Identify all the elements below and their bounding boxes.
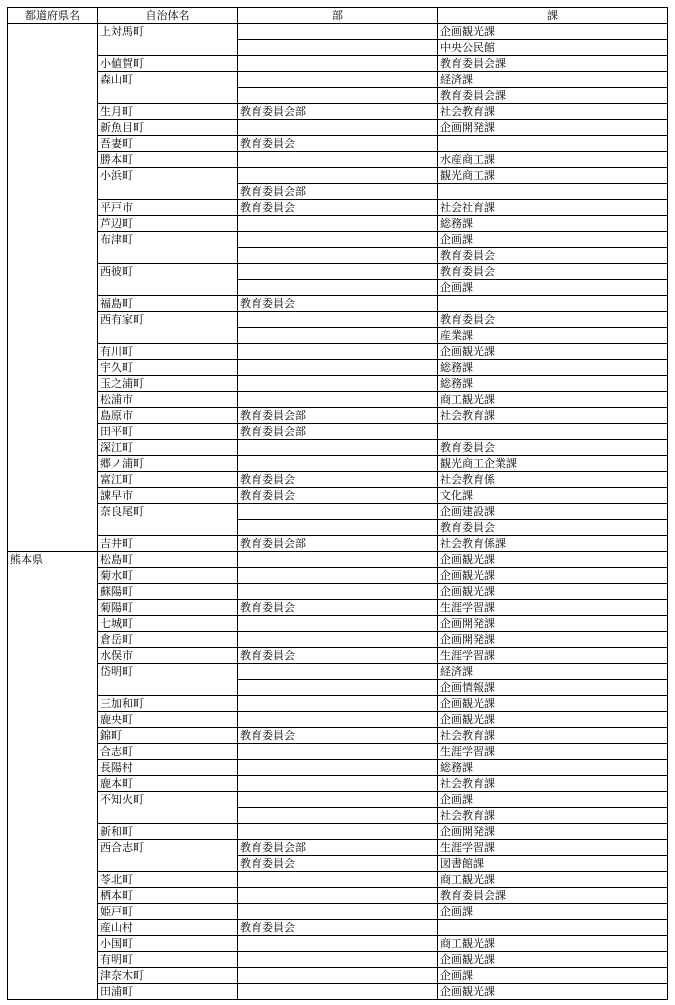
table-row xyxy=(8,136,668,152)
table-row xyxy=(8,152,668,168)
table-row xyxy=(8,904,668,920)
section-cell: 水産商工課 xyxy=(438,152,668,168)
section-cell: 社会教育課 xyxy=(438,104,668,120)
department-cell xyxy=(238,808,438,824)
municipality-cell: 平戸市 xyxy=(98,200,238,216)
table-row xyxy=(8,568,668,584)
municipality-cell: 水俣市 xyxy=(98,648,238,664)
municipality-cell: 勝本町 xyxy=(98,152,238,168)
table-row xyxy=(8,296,668,312)
department-cell xyxy=(238,440,438,456)
department-cell xyxy=(238,312,438,328)
section-cell: 総務課 xyxy=(438,216,668,232)
section-cell: 社会教育係 xyxy=(438,472,668,488)
header-row xyxy=(8,8,668,24)
department-cell: 教育委員会 xyxy=(238,600,438,616)
department-cell: 教育委員会部 xyxy=(238,536,438,552)
department-cell xyxy=(238,968,438,984)
table-row xyxy=(8,648,668,664)
department-cell: 教育委員会 xyxy=(238,136,438,152)
department-cell: 教育委員会 xyxy=(238,296,438,312)
department-cell xyxy=(238,40,438,56)
section-cell: 企画観光課 xyxy=(438,24,668,40)
table-row xyxy=(8,200,668,216)
table-row xyxy=(8,936,668,952)
municipality-cell: 錦町 xyxy=(98,728,238,744)
section-cell: 企画課 xyxy=(438,232,668,248)
table-row xyxy=(8,712,668,728)
section-cell: 企画観光課 xyxy=(438,952,668,968)
municipality-cell: 岱明町 xyxy=(98,664,238,696)
section-cell: 企画開発課 xyxy=(438,616,668,632)
section-cell: 総務課 xyxy=(438,760,668,776)
department-cell xyxy=(238,264,438,280)
table-row xyxy=(8,824,668,840)
table-body xyxy=(8,24,668,1000)
department-cell xyxy=(238,952,438,968)
department-cell xyxy=(238,744,438,760)
municipality-cell: 鹿央町 xyxy=(98,712,238,728)
municipality-cell: 奈良尾町 xyxy=(98,504,238,536)
department-cell xyxy=(238,328,438,344)
municipality-cell: 田平町 xyxy=(98,424,238,440)
department-cell xyxy=(238,456,438,472)
section-cell: 企画観光課 xyxy=(438,568,668,584)
department-cell xyxy=(238,152,438,168)
section-cell: 観光商工企業課 xyxy=(438,456,668,472)
department-cell: 教育委員会 xyxy=(238,488,438,504)
department-cell xyxy=(238,248,438,264)
section-cell: 経済課 xyxy=(438,664,668,680)
municipality-cell: 菊陽町 xyxy=(98,600,238,616)
prefecture-cell: 熊本県 xyxy=(8,552,98,1000)
municipality-cell: 栖本町 xyxy=(98,888,238,904)
section-cell: 企画課 xyxy=(438,904,668,920)
department-cell: 教育委員会 xyxy=(238,856,438,872)
table-row xyxy=(8,456,668,472)
section-cell: 社会教育課 xyxy=(438,408,668,424)
department-cell: 教育委員会部 xyxy=(238,408,438,424)
department-cell xyxy=(238,360,438,376)
municipality-table xyxy=(7,7,668,1000)
section-cell: 生涯学習課 xyxy=(438,648,668,664)
table-row xyxy=(8,72,668,88)
department-cell xyxy=(238,376,438,392)
municipality-cell: 吾妻町 xyxy=(98,136,238,152)
department-cell xyxy=(238,824,438,840)
table-row xyxy=(8,360,668,376)
municipality-cell: 福島町 xyxy=(98,296,238,312)
table-row xyxy=(8,968,668,984)
section-cell: 社会教育課 xyxy=(438,808,668,824)
department-cell: 教育委員会 xyxy=(238,472,438,488)
department-cell xyxy=(238,216,438,232)
section-cell: 教育委員会課 xyxy=(438,56,668,72)
department-cell: 教育委員会部 xyxy=(238,104,438,120)
section-cell: 商工観光課 xyxy=(438,872,668,888)
section-cell: 総務課 xyxy=(438,360,668,376)
section-cell: 社会教育係課 xyxy=(438,536,668,552)
municipality-cell: 鹿本町 xyxy=(98,776,238,792)
department-cell: 教育委員会部 xyxy=(238,424,438,440)
table-row xyxy=(8,392,668,408)
table-row xyxy=(8,488,668,504)
section-cell: 経済課 xyxy=(438,72,668,88)
table-row xyxy=(8,760,668,776)
municipality-cell: 宇久町 xyxy=(98,360,238,376)
section-cell: 企画課 xyxy=(438,792,668,808)
section-cell: 教育委員会課 xyxy=(438,88,668,104)
table-row xyxy=(8,312,668,328)
municipality-cell: 合志町 xyxy=(98,744,238,760)
section-cell xyxy=(438,296,668,312)
table-row xyxy=(8,664,668,680)
department-cell xyxy=(238,760,438,776)
table-row xyxy=(8,536,668,552)
department-cell xyxy=(238,888,438,904)
department-cell xyxy=(238,776,438,792)
section-cell: 商工観光課 xyxy=(438,936,668,952)
municipality-cell: 芦辺町 xyxy=(98,216,238,232)
municipality-cell: 七城町 xyxy=(98,616,238,632)
section-cell: 図書館課 xyxy=(438,856,668,872)
municipality-cell: 三加和町 xyxy=(98,696,238,712)
municipality-cell: 菊水町 xyxy=(98,568,238,584)
municipality-cell: 蘇陽町 xyxy=(98,584,238,600)
table-row xyxy=(8,888,668,904)
table-row xyxy=(8,696,668,712)
section-cell: 文化課 xyxy=(438,488,668,504)
municipality-cell: 松島町 xyxy=(98,552,238,568)
table-row xyxy=(8,552,668,568)
table-row xyxy=(8,584,668,600)
section-cell: 社会教育課 xyxy=(438,728,668,744)
table-row xyxy=(8,744,668,760)
municipality-cell: 有川町 xyxy=(98,344,238,360)
department-cell: 教育委員会部 xyxy=(238,840,438,856)
section-cell xyxy=(438,184,668,200)
section-cell: 教育委員会 xyxy=(438,520,668,536)
section-cell: 企画開発課 xyxy=(438,824,668,840)
municipality-cell: 西合志町 xyxy=(98,840,238,872)
table-row xyxy=(8,632,668,648)
department-cell xyxy=(238,344,438,360)
section-cell: 社会社育課 xyxy=(438,200,668,216)
municipality-cell: 新魚目町 xyxy=(98,120,238,136)
section-cell: 社会教育課 xyxy=(438,776,668,792)
department-cell xyxy=(238,24,438,40)
department-cell xyxy=(238,872,438,888)
section-cell: 観光商工課 xyxy=(438,168,668,184)
municipality-cell: 上対馬町 xyxy=(98,24,238,56)
section-cell: 企画観光課 xyxy=(438,712,668,728)
department-cell xyxy=(238,616,438,632)
department-cell: 教育委員会 xyxy=(238,728,438,744)
section-cell: 企画建設課 xyxy=(438,504,668,520)
table-row xyxy=(8,600,668,616)
municipality-cell: 苓北町 xyxy=(98,872,238,888)
section-cell: 教育委員会 xyxy=(438,312,668,328)
municipality-cell: 島原市 xyxy=(98,408,238,424)
section-cell: 企画観光課 xyxy=(438,344,668,360)
municipality-cell: 倉岳町 xyxy=(98,632,238,648)
table-row xyxy=(8,264,668,280)
department-cell xyxy=(238,584,438,600)
municipality-cell: 玉之浦町 xyxy=(98,376,238,392)
section-cell xyxy=(438,920,668,936)
municipality-cell: 産山村 xyxy=(98,920,238,936)
department-cell xyxy=(238,88,438,104)
municipality-cell: 生月町 xyxy=(98,104,238,120)
table-row xyxy=(8,424,668,440)
table-row xyxy=(8,872,668,888)
municipality-cell: 富江町 xyxy=(98,472,238,488)
municipality-cell: 布津町 xyxy=(98,232,238,264)
section-cell: 教育委員会 xyxy=(438,440,668,456)
municipality-cell: 新和町 xyxy=(98,824,238,840)
table-row xyxy=(8,504,668,520)
section-cell: 教育委員会課 xyxy=(438,888,668,904)
municipality-cell: 長陽村 xyxy=(98,760,238,776)
department-cell: 教育委員会部 xyxy=(238,184,438,200)
table-row xyxy=(8,376,668,392)
table-row xyxy=(8,472,668,488)
table-row xyxy=(8,792,668,808)
section-cell: 企画情報課 xyxy=(438,680,668,696)
department-cell xyxy=(238,984,438,1000)
prefecture-cell xyxy=(8,24,98,552)
header-section: 課 xyxy=(438,8,668,24)
department-cell xyxy=(238,712,438,728)
municipality-cell: 西有家町 xyxy=(98,312,238,344)
section-cell: 企画観光課 xyxy=(438,984,668,1000)
table-row xyxy=(8,616,668,632)
municipality-cell: 郷ノ浦町 xyxy=(98,456,238,472)
department-cell xyxy=(238,664,438,680)
table-row xyxy=(8,408,668,424)
section-cell: 教育委員会 xyxy=(438,264,668,280)
municipality-cell: 有明町 xyxy=(98,952,238,968)
section-cell: 中央公民館 xyxy=(438,40,668,56)
municipality-cell: 小値賀町 xyxy=(98,56,238,72)
table-row xyxy=(8,344,668,360)
table-row xyxy=(8,120,668,136)
department-cell xyxy=(238,520,438,536)
table-row xyxy=(8,24,668,40)
municipality-cell: 深江町 xyxy=(98,440,238,456)
table-row xyxy=(8,56,668,72)
municipality-cell: 森山町 xyxy=(98,72,238,104)
table-row xyxy=(8,984,668,1000)
header-municipality: 自治体名 xyxy=(98,8,238,24)
table-row xyxy=(8,728,668,744)
table-row xyxy=(8,920,668,936)
header-prefecture: 都道府県名 xyxy=(8,8,98,24)
section-cell: 生涯学習課 xyxy=(438,744,668,760)
municipality-cell: 吉井町 xyxy=(98,536,238,552)
section-cell: 教育委員会 xyxy=(438,248,668,264)
section-cell: 商工観光課 xyxy=(438,392,668,408)
table-row xyxy=(8,440,668,456)
department-cell xyxy=(238,552,438,568)
department-cell xyxy=(238,792,438,808)
section-cell xyxy=(438,136,668,152)
section-cell: 企画観光課 xyxy=(438,696,668,712)
table-row xyxy=(8,840,668,856)
municipality-cell: 諌早市 xyxy=(98,488,238,504)
municipality-cell: 津奈木町 xyxy=(98,968,238,984)
department-cell xyxy=(238,168,438,184)
department-cell: 教育委員会 xyxy=(238,200,438,216)
header-department: 部 xyxy=(238,8,438,24)
municipality-cell: 田浦町 xyxy=(98,984,238,1000)
department-cell xyxy=(238,568,438,584)
department-cell xyxy=(238,72,438,88)
department-cell xyxy=(238,232,438,248)
section-cell: 企画開発課 xyxy=(438,120,668,136)
section-cell: 生涯学習課 xyxy=(438,840,668,856)
municipality-cell: 松浦市 xyxy=(98,392,238,408)
department-cell xyxy=(238,392,438,408)
department-cell xyxy=(238,904,438,920)
section-cell: 産業課 xyxy=(438,328,668,344)
department-cell xyxy=(238,680,438,696)
municipality-cell: 不知火町 xyxy=(98,792,238,824)
department-cell xyxy=(238,696,438,712)
municipality-cell: 西彼町 xyxy=(98,264,238,296)
municipality-cell: 姫戸町 xyxy=(98,904,238,920)
department-cell xyxy=(238,280,438,296)
section-cell: 企画課 xyxy=(438,280,668,296)
table-row xyxy=(8,776,668,792)
table-row xyxy=(8,104,668,120)
section-cell: 企画開発課 xyxy=(438,632,668,648)
department-cell: 教育委員会 xyxy=(238,648,438,664)
section-cell: 生涯学習課 xyxy=(438,600,668,616)
section-cell: 企画観光課 xyxy=(438,584,668,600)
table-row xyxy=(8,232,668,248)
department-cell xyxy=(238,504,438,520)
department-cell xyxy=(238,120,438,136)
table-row xyxy=(8,952,668,968)
department-cell: 教育委員会 xyxy=(238,920,438,936)
table-row xyxy=(8,168,668,184)
table-row xyxy=(8,216,668,232)
municipality-cell: 小浜町 xyxy=(98,168,238,200)
department-cell xyxy=(238,936,438,952)
section-cell: 企画課 xyxy=(438,968,668,984)
section-cell xyxy=(438,424,668,440)
section-cell: 企画観光課 xyxy=(438,552,668,568)
department-cell xyxy=(238,56,438,72)
department-cell xyxy=(238,632,438,648)
section-cell: 総務課 xyxy=(438,376,668,392)
municipality-cell: 小国町 xyxy=(98,936,238,952)
